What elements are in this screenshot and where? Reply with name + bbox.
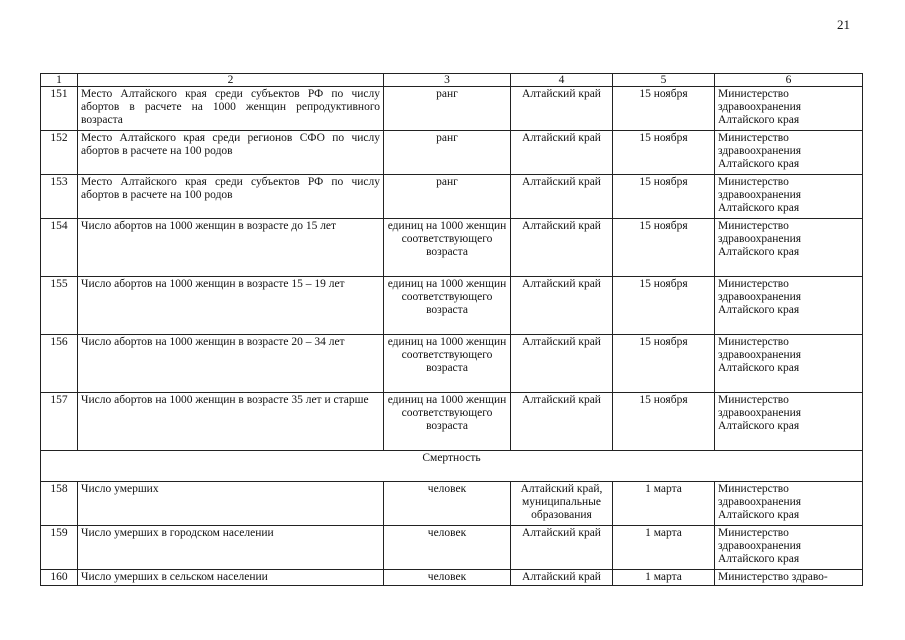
deadline-date: 15 ноября [613, 393, 715, 451]
table-row [41, 277, 863, 335]
row-number: 158 [41, 482, 78, 526]
indicator-name: Число умерших в городском населении [78, 526, 384, 570]
column-header: 6 [715, 74, 863, 87]
unit-of-measure: ранг [384, 175, 511, 219]
unit-of-measure: единиц на 1000 женщин соответствующего возраста [384, 277, 511, 335]
unit-of-measure: единиц на 1000 женщин соответствующего возраста [384, 219, 511, 277]
table-row [41, 393, 863, 451]
level-of-data: Алтайский край [511, 277, 613, 335]
indicator-name: Место Алтайского края среди регионов СФО по числу абортов в расчете на 100 родов [78, 131, 384, 175]
indicator-name: Место Алтайского края среди субъектов РФ по числу абортов в расчете на 1000 женщин репродуктивного возраста [78, 87, 384, 131]
row-number: 153 [41, 175, 78, 219]
row-number: 156 [41, 335, 78, 393]
deadline-date: 15 ноября [613, 277, 715, 335]
responsible-body: Министерство здравоохранения Алтайского края [715, 219, 863, 277]
column-header: 2 [78, 74, 384, 87]
page-number: 21 [837, 17, 850, 32]
table-row [41, 175, 863, 219]
row-number: 159 [41, 526, 78, 570]
level-of-data: Алтайский край [511, 219, 613, 277]
unit-of-measure: ранг [384, 87, 511, 131]
table-row [41, 335, 863, 393]
row-number: 157 [41, 393, 78, 451]
indicator-name: Место Алтайского края среди субъектов РФ по числу абортов в расчете на 100 родов [78, 175, 384, 219]
column-header: 1 [41, 74, 78, 87]
column-header: 4 [511, 74, 613, 87]
indicator-name: Число абортов на 1000 женщин в возрасте 35 лет и старше [78, 393, 384, 451]
table-row [41, 131, 863, 175]
level-of-data: Алтайский край [511, 87, 613, 131]
indicators-table [40, 73, 863, 586]
column-header: 3 [384, 74, 511, 87]
indicator-name: Число абортов на 1000 женщин в возрасте до 15 лет [78, 219, 384, 277]
row-number: 154 [41, 219, 78, 277]
column-number-row [41, 74, 863, 87]
unit-of-measure: ранг [384, 131, 511, 175]
level-of-data: Алтайский край [511, 335, 613, 393]
unit-of-measure: человек [384, 570, 511, 586]
unit-of-measure: единиц на 1000 женщин соответствующего возраста [384, 393, 511, 451]
deadline-date: 15 ноября [613, 131, 715, 175]
deadline-date: 15 ноября [613, 335, 715, 393]
responsible-body: Министерство здравоохранения Алтайского края [715, 131, 863, 175]
indicator-name: Число умерших [78, 482, 384, 526]
level-of-data: Алтайский край [511, 526, 613, 570]
responsible-body: Министерство здравоохранения Алтайского края [715, 393, 863, 451]
responsible-body: Министерство здраво- [715, 570, 863, 586]
section-row [41, 451, 863, 482]
responsible-body: Министерство здравоохранения Алтайского края [715, 335, 863, 393]
row-number: 160 [41, 570, 78, 586]
level-of-data: Алтайский край, муниципальные образования [511, 482, 613, 526]
responsible-body: Министерство здравоохранения Алтайского края [715, 87, 863, 131]
indicator-name: Число абортов на 1000 женщин в возрасте 15 – 19 лет [78, 277, 384, 335]
deadline-date: 15 ноября [613, 87, 715, 131]
deadline-date: 1 марта [613, 570, 715, 586]
responsible-body: Министерство здравоохранения Алтайского края [715, 526, 863, 570]
responsible-body: Министерство здравоохранения Алтайского края [715, 277, 863, 335]
deadline-date: 15 ноября [613, 175, 715, 219]
deadline-date: 1 марта [613, 482, 715, 526]
unit-of-measure: единиц на 1000 женщин соответствующего возраста [384, 335, 511, 393]
level-of-data: Алтайский край [511, 175, 613, 219]
unit-of-measure: человек [384, 526, 511, 570]
section-title: Смертность [41, 451, 863, 482]
indicator-name: Число абортов на 1000 женщин в возрасте 20 – 34 лет [78, 335, 384, 393]
row-number: 151 [41, 87, 78, 131]
level-of-data: Алтайский край [511, 131, 613, 175]
indicator-name: Число умерших в сельском населении [78, 570, 384, 586]
table-row [41, 87, 863, 131]
row-number: 155 [41, 277, 78, 335]
row-number: 152 [41, 131, 78, 175]
deadline-date: 1 марта [613, 526, 715, 570]
table-row [41, 570, 863, 586]
deadline-date: 15 ноября [613, 219, 715, 277]
unit-of-measure: человек [384, 482, 511, 526]
level-of-data: Алтайский край [511, 393, 613, 451]
responsible-body: Министерство здравоохранения Алтайского края [715, 175, 863, 219]
level-of-data: Алтайский край [511, 570, 613, 586]
column-header: 5 [613, 74, 715, 87]
table-row [41, 482, 863, 526]
table-row [41, 219, 863, 277]
table-row [41, 526, 863, 570]
responsible-body: Министерство здравоохранения Алтайского края [715, 482, 863, 526]
